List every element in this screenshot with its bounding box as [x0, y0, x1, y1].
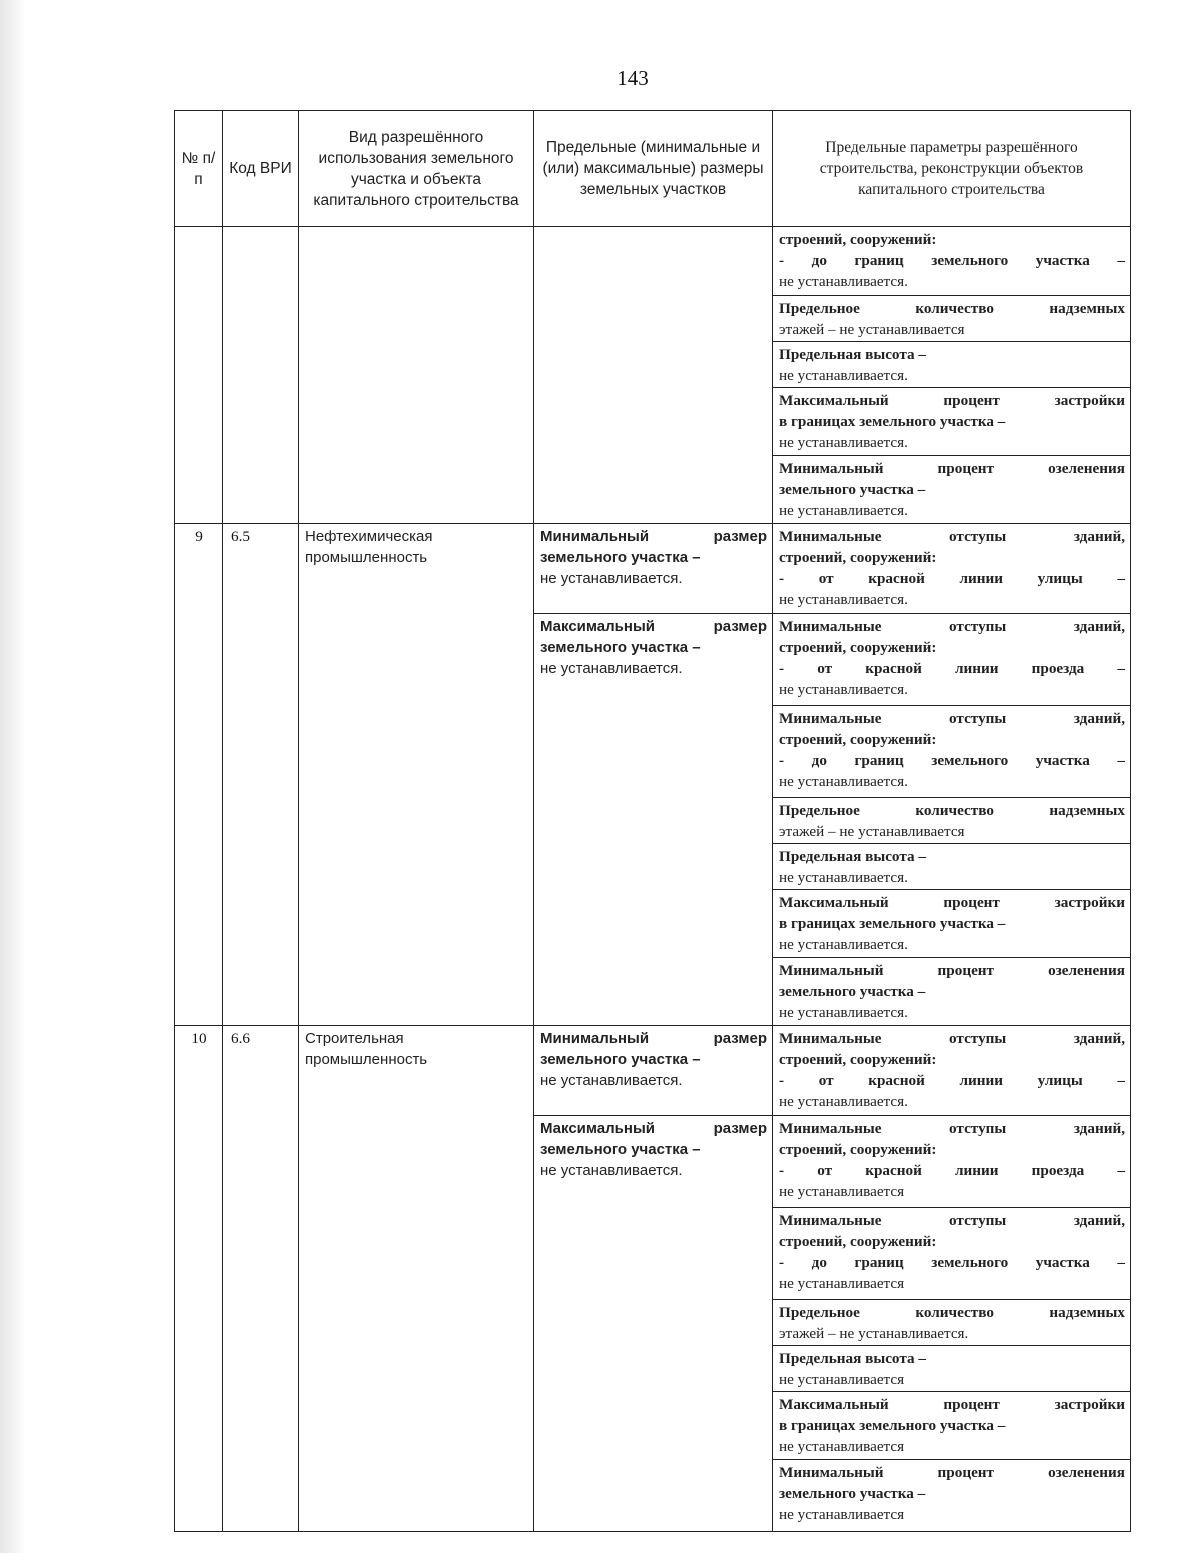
param-line: земельного участка –	[779, 983, 926, 1000]
max-size-value: не устанавливается.	[540, 1162, 683, 1179]
param-title: Минимальные отступы зданий,	[779, 618, 1125, 635]
param-cell	[773, 1208, 1131, 1300]
param-line: - до границ земельного участка –	[779, 1254, 1125, 1271]
cont-code-cell	[223, 227, 299, 524]
param-line: строений, сооружений:	[779, 549, 937, 566]
min-size-cell	[534, 524, 773, 614]
param-line: не устанавливается.	[779, 273, 908, 290]
param-line: не устанавливается.	[779, 434, 908, 451]
max-size-value: не устанавливается.	[540, 660, 683, 677]
param-line: не устанавливается.	[779, 1004, 908, 1021]
param-title: Минимальные отступы зданий,	[779, 1030, 1125, 1047]
header-sizes: Предельные (минимальные и (или) максимальные) размеры земельных участков	[534, 111, 773, 227]
param-title: Предельная высота –	[779, 1350, 926, 1367]
param-line: строений, сооружений:	[779, 231, 937, 248]
param-cell	[773, 1460, 1131, 1532]
header-num: № п/п	[175, 111, 223, 227]
param-line: не устанавливается	[779, 1275, 905, 1292]
param-line: - от красной линии проезда –	[779, 660, 1125, 677]
param-line: - от красной линии улицы –	[779, 570, 1125, 587]
param-line: земельного участка –	[779, 1485, 926, 1502]
param-title: Минимальный процент озеленения	[779, 460, 1125, 477]
param-title: Минимальные отступы зданий,	[779, 1120, 1125, 1137]
param-line: - от красной линии улицы –	[779, 1072, 1125, 1089]
param-line: - от красной линии проезда –	[779, 1162, 1125, 1179]
param-cell	[773, 1026, 1131, 1116]
param-line: в границах земельного участка –	[779, 915, 1006, 932]
header-params: Предельные параметры разрешённого строительства, реконструкции объектов капитального строительства	[773, 111, 1131, 227]
param-cell	[773, 1300, 1131, 1346]
param-line: этажей – не устанавливается	[779, 823, 965, 840]
table-row	[175, 524, 1131, 614]
param-line: земельного участка –	[779, 481, 926, 498]
param-line: в границах земельного участка –	[779, 413, 1006, 430]
vri-name: Нефтехимическая промышленность	[299, 524, 534, 1026]
max-size-cell	[534, 614, 773, 1026]
param-line: не устанавливается.	[779, 367, 908, 384]
param-line: - до границ земельного участка –	[779, 752, 1125, 769]
param-cell	[773, 706, 1131, 798]
param-title: Предельная высота –	[779, 346, 926, 363]
param-cell	[773, 342, 1131, 388]
param-cell	[773, 296, 1131, 342]
param-cell	[773, 614, 1131, 706]
vri-code: 6.6	[223, 1026, 299, 1532]
param-line: строений, сооружений:	[779, 731, 937, 748]
max-size-cell	[534, 1116, 773, 1532]
param-line: не устанавливается	[779, 1438, 905, 1455]
param-line: не устанавливается.	[779, 681, 908, 698]
zoning-parameters-table	[174, 110, 1131, 1532]
header-code: Код ВРИ	[223, 111, 299, 227]
min-size-value: не устанавливается.	[540, 1072, 683, 1089]
param-title: Минимальные отступы зданий,	[779, 1212, 1125, 1229]
param-line: строений, сооружений:	[779, 1233, 937, 1250]
param-cell	[773, 1346, 1131, 1392]
param-line: строений, сооружений:	[779, 1051, 937, 1068]
page-number: 143	[617, 66, 649, 90]
param-title: Максимальный процент застройки	[779, 1396, 1125, 1413]
param-cell	[773, 227, 1131, 296]
param-title: Максимальный процент застройки	[779, 894, 1125, 911]
param-title: Минимальные отступы зданий,	[779, 710, 1125, 727]
header-row	[175, 111, 1131, 227]
param-line: в границах земельного участка –	[779, 1417, 1006, 1434]
cont-vid-cell	[299, 227, 534, 524]
param-line: этажей – не устанавливается	[779, 321, 965, 338]
scan-edge-shadow	[0, 0, 26, 1553]
min-size-title: Минимальный размер земельного участка –	[540, 1030, 767, 1068]
param-line: этажей – не устанавливается.	[779, 1325, 969, 1342]
param-title: Предельная высота –	[779, 848, 926, 865]
cont-num-cell	[175, 227, 223, 524]
param-cell	[773, 388, 1131, 456]
param-cell	[773, 456, 1131, 524]
param-cell	[773, 798, 1131, 844]
param-line: строений, сооружений:	[779, 639, 937, 656]
min-size-value: не устанавливается.	[540, 570, 683, 587]
min-size-cell	[534, 1026, 773, 1116]
param-title: Максимальный процент застройки	[779, 392, 1125, 409]
param-title: Минимальный процент озеленения	[779, 962, 1125, 979]
param-title: Минимальный процент озеленения	[779, 1464, 1125, 1481]
min-size-title: Минимальный размер земельного участка –	[540, 528, 767, 566]
header-vid: Вид разрешённого использования земельного участка и объекта капитального строительства	[299, 111, 534, 227]
param-title: Предельное количество надземных	[779, 802, 1125, 819]
param-line: строений, сооружений:	[779, 1141, 937, 1158]
param-cell	[773, 958, 1131, 1026]
cont-size-cell	[534, 227, 773, 524]
max-size-title: Максимальный размер земельного участка –	[540, 618, 767, 656]
table-row	[175, 1026, 1131, 1116]
vri-code: 6.5	[223, 524, 299, 1026]
param-title: Предельное количество надземных	[779, 1304, 1125, 1321]
param-line: не устанавливается.	[779, 502, 908, 519]
table-row	[175, 227, 1131, 296]
param-line: не устанавливается	[779, 1506, 905, 1523]
param-line: не устанавливается.	[779, 869, 908, 886]
param-line: не устанавливается	[779, 1371, 905, 1388]
param-line: не устанавливается.	[779, 1093, 908, 1110]
max-size-title: Максимальный размер земельного участка –	[540, 1120, 767, 1158]
param-cell	[773, 890, 1131, 958]
row-number: 9	[175, 524, 223, 1026]
param-title: Минимальные отступы зданий,	[779, 528, 1125, 545]
param-cell	[773, 1116, 1131, 1208]
param-title: Предельное количество надземных	[779, 300, 1125, 317]
row-number: 10	[175, 1026, 223, 1532]
vri-name: Строительная промышленность	[299, 1026, 534, 1532]
param-line: - до границ земельного участка –	[779, 252, 1125, 269]
param-line: не устанавливается.	[779, 773, 908, 790]
param-cell	[773, 524, 1131, 614]
param-cell	[773, 1392, 1131, 1460]
param-cell	[773, 844, 1131, 890]
param-line: не устанавливается.	[779, 936, 908, 953]
param-line: не устанавливается.	[779, 591, 908, 608]
param-line: не устанавливается	[779, 1183, 905, 1200]
